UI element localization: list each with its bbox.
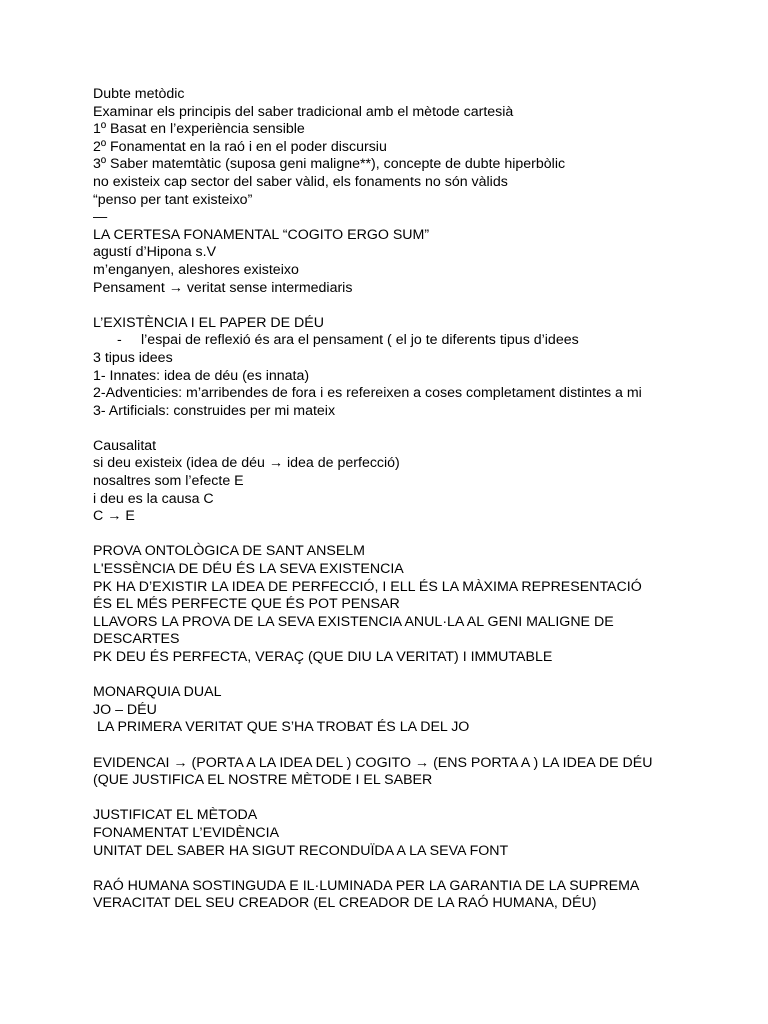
blank-line (93, 737, 733, 755)
text-line: agustí d’Hipona s.V (93, 244, 217, 261)
bullet-text: l’espai de reflexió és ara el pensament ( el jo te diferents tipus d’idees (141, 332, 579, 349)
section-heading: Causalitat (93, 437, 157, 454)
text-line: m’enganyen, aleshores existeixo (93, 261, 299, 278)
text-line: JUSTIFICAT EL MÈTODA (93, 807, 258, 824)
text-line: LLAVORS LA PROVA DE LA SEVA EXISTENCIA ANUL·LA AL GENI MALIGNE DE (93, 613, 614, 630)
text-line: 3- Artificials: construides per mi mateix (93, 402, 336, 419)
text-line: 2-Adventicies: m’arribendes de fora i es refereixen a coses completament distintes a mi (93, 385, 642, 402)
section-heading: MONARQUIA DUAL (93, 684, 222, 701)
text-line: Examinar els principis del saber tradicional amb el mètode cartesià (93, 103, 514, 120)
text-line: LA PRIMERA VERITAT QUE S’HA TROBAT ÉS LA DEL JO (93, 719, 470, 736)
text-line: DESCARTES (93, 631, 180, 648)
blank-line (93, 420, 733, 438)
text-line: nosaltres som l’efecte E (93, 473, 244, 490)
section-heading: L’EXISTÈNCIA I EL PAPER DE DÉU (93, 314, 325, 331)
text-line: FONAMENTAT L’EVIDÈNCIA (93, 824, 280, 841)
text-line: — (93, 209, 108, 226)
text-line: JO – DÉU (93, 701, 157, 718)
text-line: 3 tipus idees (93, 349, 173, 366)
text-line: PK HA D’EXISTIR LA IDEA DE PERFECCIÓ, I ELL ÉS LA MÀXIMA REPRESENTACIÓ (93, 578, 642, 595)
bullet-dash: - (117, 332, 122, 349)
text-line: i deu es la causa C (93, 490, 214, 507)
text-line: 2º Fonamentat en la raó i en el poder discursiu (93, 138, 387, 155)
text-line: Pensament → veritat sense intermediaris (93, 279, 353, 296)
text-line: 1º Basat en l’experiència sensible (93, 121, 305, 138)
blank-line (93, 790, 733, 808)
section-heading: PROVA ONTOLÒGICA DE SANT ANSELM (93, 543, 366, 560)
blank-line (93, 860, 733, 878)
text-line: LA CERTESA FONAMENTAL “COGITO ERGO SUM” (93, 226, 430, 243)
text-line: (QUE JUSTIFICA EL NOSTRE MÈTODE I EL SABER (93, 772, 433, 789)
document-body (93, 86, 733, 913)
text-line: no existeix cap sector del saber vàlid, els fonaments no són vàlids (93, 173, 508, 190)
text-line: “penso per tant existeixo” (93, 191, 253, 208)
text-line: ÉS EL MÉS PERFECTE QUE ÉS POT PENSAR (93, 596, 400, 613)
blank-line (93, 297, 733, 315)
text-line: C → E (93, 508, 135, 525)
text-line: PK DEU ÉS PERFECTA, VERAÇ (QUE DIU LA VERITAT) I IMMUTABLE (93, 649, 553, 665)
text-line: 3º Saber matemtàtic (suposa geni maligne**), concepte de dubte hiperbòlic (93, 156, 566, 173)
text-line: RAÓ HUMANA SOSTINGUDA E IL·LUMINADA PER LA GARANTIA DE LA SUPREMA (93, 877, 640, 894)
text-line: Dubte metòdic (93, 86, 185, 102)
blank-line (93, 526, 733, 544)
blank-line (93, 667, 733, 685)
bullet-item (93, 332, 733, 350)
text-line: L'ESSÈNCIA DE DÉU ÉS LA SEVA EXISTENCIA (93, 561, 404, 578)
text-line: 1- Innates: idea de déu (es innata) (93, 367, 310, 384)
text-line: VERACITAT DEL SEU CREADOR (EL CREADOR DE LA RAÓ HUMANA, DÉU) (93, 895, 597, 912)
text-line: UNITAT DEL SABER HA SIGUT RECONDUÏDA A LA SEVA FONT (93, 842, 509, 859)
text-line: si deu existeix (idea de déu → idea de perfecció) (93, 455, 400, 472)
text-line: EVIDENCAI → (PORTA A LA IDEA DEL ) COGITO → (ENS PORTA A ) LA IDEA DE DÉU (93, 754, 653, 771)
